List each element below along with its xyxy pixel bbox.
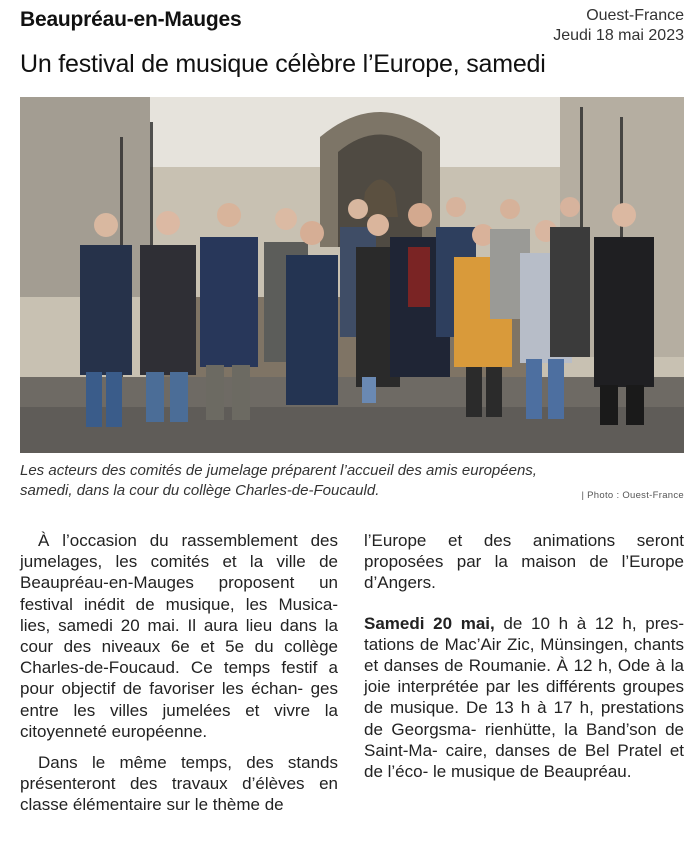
text-line: À l’occasion du rassemblement des <box>38 531 338 550</box>
town-heading: Beaupréau-en-Mauges <box>20 8 242 31</box>
photo-credit: | Photo : Ouest-France <box>581 490 684 501</box>
article-headline: Un festival de musique célèbre l’Europe, samedi <box>20 50 546 78</box>
publication-name: Ouest-France <box>586 7 684 24</box>
group-photo <box>20 97 684 453</box>
paragraph-3 <box>364 530 684 594</box>
paragraph-4 <box>364 613 684 783</box>
text-line: lies, samedi 20 mai. Il aura lieu dans <box>20 615 317 635</box>
paragraph-1 <box>20 530 338 742</box>
publication-date: Jeudi 18 mai 2023 <box>553 27 684 44</box>
text-line: 12 h, Ode à la joie interprétée par les <box>364 656 684 697</box>
article-column-2 <box>364 530 684 782</box>
text-line: l’Europe et des animations seront <box>364 531 684 550</box>
text-line: Dans le même temps, des stands <box>38 753 338 773</box>
text-line: Beaupréau-en-Mauges proposent un <box>20 573 338 593</box>
article-column-1 <box>20 530 338 816</box>
group-photo-illustration <box>20 97 684 453</box>
text-line: rienhütte, la Band’son de Saint-Ma- <box>364 719 684 760</box>
text-line: classe élémentaire sur le thème de <box>20 795 284 815</box>
text-line: ges entre les villes jumelées et vivre la <box>20 679 338 720</box>
lead-date: Samedi 20 mai, <box>364 613 495 633</box>
text-line: citoyenneté européenne. <box>20 721 208 741</box>
text-line: d’Angers. <box>364 573 436 593</box>
text-line: jumelages, les comités et la ville de <box>20 552 338 572</box>
text-line: a pour objectif de favoriser les échan- <box>20 658 338 699</box>
text-line: caire, danses de Bel Pratel et de l’éco- <box>364 740 684 782</box>
text-line: présenteront des travaux d’élèves en <box>20 774 338 794</box>
photo-caption: Les acteurs des comités de jumelage préparent l’accueil des amis européens, samedi, dans la cour du collège Charles-de-Foucauld. <box>20 462 537 499</box>
text-line: la cour des niveaux 6e et 5e du collège <box>20 615 338 657</box>
text-line: tations de Mac’Air Zic, Münsingen, <box>364 634 629 654</box>
text-line: Charles-de-Foucaud. Ce temps festif <box>20 658 318 678</box>
text-line: chants et danses de Roumanie. À <box>364 634 684 676</box>
publication-info <box>553 6 684 46</box>
text-line: différents groupes de musique. De <box>364 677 684 718</box>
text-line: proposées par la maison de l’Europe <box>364 552 684 572</box>
paragraph-2 <box>20 752 338 816</box>
text-line: le musique de Beaupréau. <box>433 762 632 782</box>
lead-rest: de 10 h à 12 h, pres- <box>494 613 685 633</box>
text-line: 13 h à 17 h, prestations de Georgsma- <box>364 698 684 739</box>
text-line: festival inédit de musique, les Musica- <box>20 594 338 614</box>
